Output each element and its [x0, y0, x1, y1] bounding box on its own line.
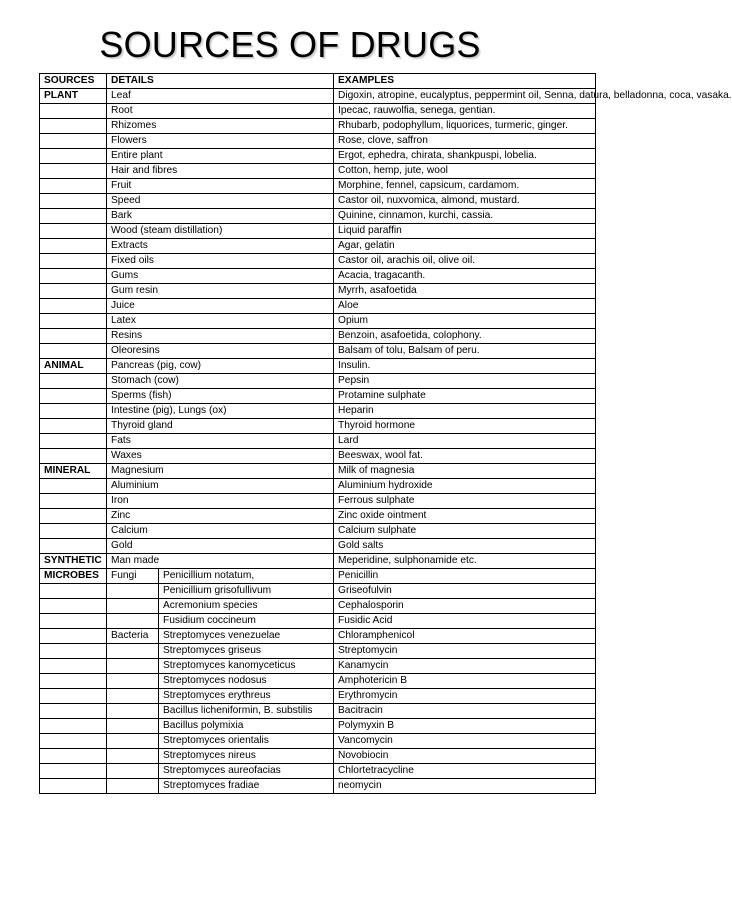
table-row [40, 644, 596, 659]
table-row [40, 449, 596, 464]
source-cell [40, 224, 107, 239]
organism-type-cell [107, 704, 159, 719]
drug-sources-table [39, 73, 732, 794]
source-cell [40, 179, 107, 194]
source-cell [40, 509, 107, 524]
source-cell [40, 479, 107, 494]
source-cell [40, 299, 107, 314]
table-row [40, 734, 596, 749]
table-row [40, 764, 596, 779]
source-cell [40, 659, 107, 674]
example-cell: Polymyxin B [334, 719, 596, 734]
detail-cell: Sperms (fish) [107, 389, 334, 404]
organism-cell: Streptomyces venezuelae [159, 629, 334, 644]
organism-cell: Penicillium grisofullivum [159, 584, 334, 599]
detail-cell: Pancreas (pig, cow) [107, 359, 334, 374]
example-cell: Vancomycin [334, 734, 596, 749]
header-sources: SOURCES [40, 74, 107, 89]
source-cell [40, 149, 107, 164]
organism-type-cell [107, 734, 159, 749]
organism-type-cell [107, 719, 159, 734]
organism-cell: Acremonium species [159, 599, 334, 614]
table-row [40, 719, 596, 734]
source-cell: SYNTHETIC [40, 554, 107, 569]
page-title: SOURCES OF DRUGS [99, 24, 481, 65]
table-row [40, 134, 596, 149]
table-row [40, 419, 596, 434]
detail-cell: Zinc [107, 509, 334, 524]
example-cell: Milk of magnesia [334, 464, 596, 479]
table-row [40, 749, 596, 764]
source-cell [40, 194, 107, 209]
organism-cell: Streptomyces griseus [159, 644, 334, 659]
organism-cell: Streptomyces nodosus [159, 674, 334, 689]
detail-cell: Leaf [107, 89, 334, 104]
table-row [40, 779, 596, 794]
table-row [40, 479, 596, 494]
table-row [40, 509, 596, 524]
source-cell [40, 539, 107, 554]
organism-cell: Streptomyces fradiae [159, 779, 334, 794]
source-cell [40, 254, 107, 269]
source-cell [40, 404, 107, 419]
source-cell [40, 494, 107, 509]
example-cell: Quinine, cinnamon, kurchi, cassia. [334, 209, 596, 224]
example-cell: Kanamycin [334, 659, 596, 674]
example-cell: Rose, clove, saffron [334, 134, 596, 149]
organism-type-cell [107, 779, 159, 794]
source-cell [40, 719, 107, 734]
organism-type-cell [107, 614, 159, 629]
organism-cell: Streptomyces aureofacias [159, 764, 334, 779]
table-row [40, 314, 596, 329]
detail-cell: Iron [107, 494, 334, 509]
table-row [40, 239, 596, 254]
example-cell: Novobiocin [334, 749, 596, 764]
example-cell: Myrrh, asafoetida [334, 284, 596, 299]
source-cell [40, 329, 107, 344]
table-row [40, 464, 596, 479]
example-cell: Streptomycin [334, 644, 596, 659]
source-cell: ANIMAL [40, 359, 107, 374]
table-row [40, 629, 596, 644]
table-row [40, 224, 596, 239]
detail-cell: Aluminium [107, 479, 334, 494]
source-cell [40, 284, 107, 299]
table-row [40, 554, 596, 569]
example-cell: Meperidine, sulphonamide etc. [334, 554, 596, 569]
table-row [40, 284, 596, 299]
organism-cell: Penicillium notatum, [159, 569, 334, 584]
example-cell: Amphotericin B [334, 674, 596, 689]
source-cell [40, 269, 107, 284]
organism-type-cell [107, 764, 159, 779]
source-cell [40, 374, 107, 389]
source-cell [40, 164, 107, 179]
source-cell: MINERAL [40, 464, 107, 479]
detail-cell: Magnesium [107, 464, 334, 479]
table-row [40, 659, 596, 674]
organism-type-cell [107, 584, 159, 599]
table-row [40, 599, 596, 614]
detail-cell: Juice [107, 299, 334, 314]
source-cell: PLANT [40, 89, 107, 104]
table-row [40, 524, 596, 539]
example-cell: Thyroid hormone [334, 419, 596, 434]
source-cell [40, 599, 107, 614]
source-cell [40, 344, 107, 359]
example-cell: Benzoin, asafoetida, colophony. [334, 329, 596, 344]
detail-cell: Calcium [107, 524, 334, 539]
detail-cell: Entire plant [107, 149, 334, 164]
detail-cell: Resins [107, 329, 334, 344]
table-row [40, 329, 596, 344]
example-cell: Cotton, hemp, jute, wool [334, 164, 596, 179]
source-cell [40, 779, 107, 794]
detail-cell: Oleoresins [107, 344, 334, 359]
example-cell: Opium [334, 314, 596, 329]
detail-cell: Hair and fibres [107, 164, 334, 179]
organism-cell: Streptomyces kanomyceticus [159, 659, 334, 674]
organism-type-cell [107, 674, 159, 689]
example-cell: Chloramphenicol [334, 629, 596, 644]
organism-type-cell [107, 644, 159, 659]
source-cell [40, 524, 107, 539]
table-row [40, 704, 596, 719]
detail-cell: Gums [107, 269, 334, 284]
table-row [40, 494, 596, 509]
organism-cell: Fusidium coccineum [159, 614, 334, 629]
table-row [40, 149, 596, 164]
example-cell: Chlortetracycline [334, 764, 596, 779]
table-row [40, 89, 596, 104]
source-cell [40, 419, 107, 434]
example-cell: Insulin. [334, 359, 596, 374]
source-cell [40, 584, 107, 599]
source-cell [40, 629, 107, 644]
detail-cell: Rhizomes [107, 119, 334, 134]
table-row [40, 614, 596, 629]
example-cell: Calcium sulphate [334, 524, 596, 539]
organism-cell: Bacillus polymixia [159, 719, 334, 734]
table-row [40, 269, 596, 284]
source-cell [40, 314, 107, 329]
table-row [40, 119, 596, 134]
source-cell [40, 434, 107, 449]
example-cell: Bacitracin [334, 704, 596, 719]
example-cell: Ferrous sulphate [334, 494, 596, 509]
detail-cell: Man made [107, 554, 334, 569]
source-cell [40, 764, 107, 779]
header-examples: EXAMPLES [334, 74, 596, 89]
example-cell: Heparin [334, 404, 596, 419]
organism-cell: Streptomyces orientalis [159, 734, 334, 749]
table-row [40, 344, 596, 359]
example-cell: Castor oil, nuxvomica, almond, mustard. [334, 194, 596, 209]
detail-cell: Fruit [107, 179, 334, 194]
detail-cell: Latex [107, 314, 334, 329]
table-row [40, 194, 596, 209]
source-cell: MICROBES [40, 569, 107, 584]
table-row [40, 164, 596, 179]
detail-cell: Stomach (cow) [107, 374, 334, 389]
example-cell: Liquid paraffin [334, 224, 596, 239]
example-cell: Gold salts [334, 539, 596, 554]
detail-cell: Extracts [107, 239, 334, 254]
detail-cell: Flowers [107, 134, 334, 149]
table-row [40, 539, 596, 554]
source-cell [40, 734, 107, 749]
source-cell [40, 119, 107, 134]
organism-cell: Streptomyces nireus [159, 749, 334, 764]
example-cell: Balsam of tolu, Balsam of peru. [334, 344, 596, 359]
example-cell: Lard [334, 434, 596, 449]
source-cell [40, 239, 107, 254]
source-cell [40, 134, 107, 149]
header-details: DETAILS [107, 74, 334, 89]
example-cell: Erythromycin [334, 689, 596, 704]
example-cell: Pepsin [334, 374, 596, 389]
example-cell: Cephalosporin [334, 599, 596, 614]
source-cell [40, 674, 107, 689]
table-row [40, 254, 596, 269]
source-cell [40, 749, 107, 764]
example-cell: Fusidic Acid [334, 614, 596, 629]
detail-cell: Gum resin [107, 284, 334, 299]
table-row [40, 104, 596, 119]
table-row [40, 674, 596, 689]
table-row [40, 404, 596, 419]
source-cell [40, 449, 107, 464]
table-row [40, 299, 596, 314]
detail-cell: Fats [107, 434, 334, 449]
table-row [40, 689, 596, 704]
detail-cell: Root [107, 104, 334, 119]
example-cell: Rhubarb, podophyllum, liquorices, turmeric, ginger. [334, 119, 596, 134]
organism-type-cell: Fungi [107, 569, 159, 584]
organism-type-cell [107, 659, 159, 674]
table-row [40, 434, 596, 449]
source-cell [40, 614, 107, 629]
example-cell: neomycin [334, 779, 596, 794]
table-row [40, 374, 596, 389]
example-cell: Protamine sulphate [334, 389, 596, 404]
table-row [40, 584, 596, 599]
table-row [40, 569, 596, 584]
example-cell: Penicillin [334, 569, 596, 584]
detail-cell: Fixed oils [107, 254, 334, 269]
example-cell: Morphine, fennel, capsicum, cardamom. [334, 179, 596, 194]
organism-type-cell: Bacteria [107, 629, 159, 644]
table-row [40, 209, 596, 224]
detail-cell: Intestine (pig), Lungs (ox) [107, 404, 334, 419]
example-cell: Zinc oxide ointment [334, 509, 596, 524]
detail-cell: Thyroid gland [107, 419, 334, 434]
organism-cell: Streptomyces erythreus [159, 689, 334, 704]
detail-cell: Gold [107, 539, 334, 554]
example-cell: Aluminium hydroxide [334, 479, 596, 494]
organism-type-cell [107, 599, 159, 614]
example-cell: Beeswax, wool fat. [334, 449, 596, 464]
example-cell: Acacia, tragacanth. [334, 269, 596, 284]
table-row [40, 359, 596, 374]
detail-cell: Speed [107, 194, 334, 209]
source-cell [40, 104, 107, 119]
example-cell: Digoxin, atropine, eucalyptus, peppermint oil, Senna, datura, belladonna, coca, vasaka. [334, 89, 596, 104]
source-cell [40, 644, 107, 659]
source-cell [40, 689, 107, 704]
detail-cell: Wood (steam distillation) [107, 224, 334, 239]
example-cell: Castor oil, arachis oil, olive oil. [334, 254, 596, 269]
example-cell: Agar, gelatin [334, 239, 596, 254]
example-cell: Aloe [334, 299, 596, 314]
example-cell: Griseofulvin [334, 584, 596, 599]
detail-cell: Waxes [107, 449, 334, 464]
example-cell: Ergot, ephedra, chirata, shankpuspi, lobelia. [334, 149, 596, 164]
source-cell [40, 389, 107, 404]
table-header-row [40, 74, 596, 89]
source-cell [40, 209, 107, 224]
table-row [40, 389, 596, 404]
detail-cell: Bark [107, 209, 334, 224]
example-cell: Ipecac, rauwolfia, senega, gentian. [334, 104, 596, 119]
organism-type-cell [107, 749, 159, 764]
source-cell [40, 704, 107, 719]
table-body [40, 74, 732, 794]
organism-type-cell [107, 689, 159, 704]
table-row [40, 179, 596, 194]
organism-cell: Bacillus licheniformin, B. substilis [159, 704, 334, 719]
